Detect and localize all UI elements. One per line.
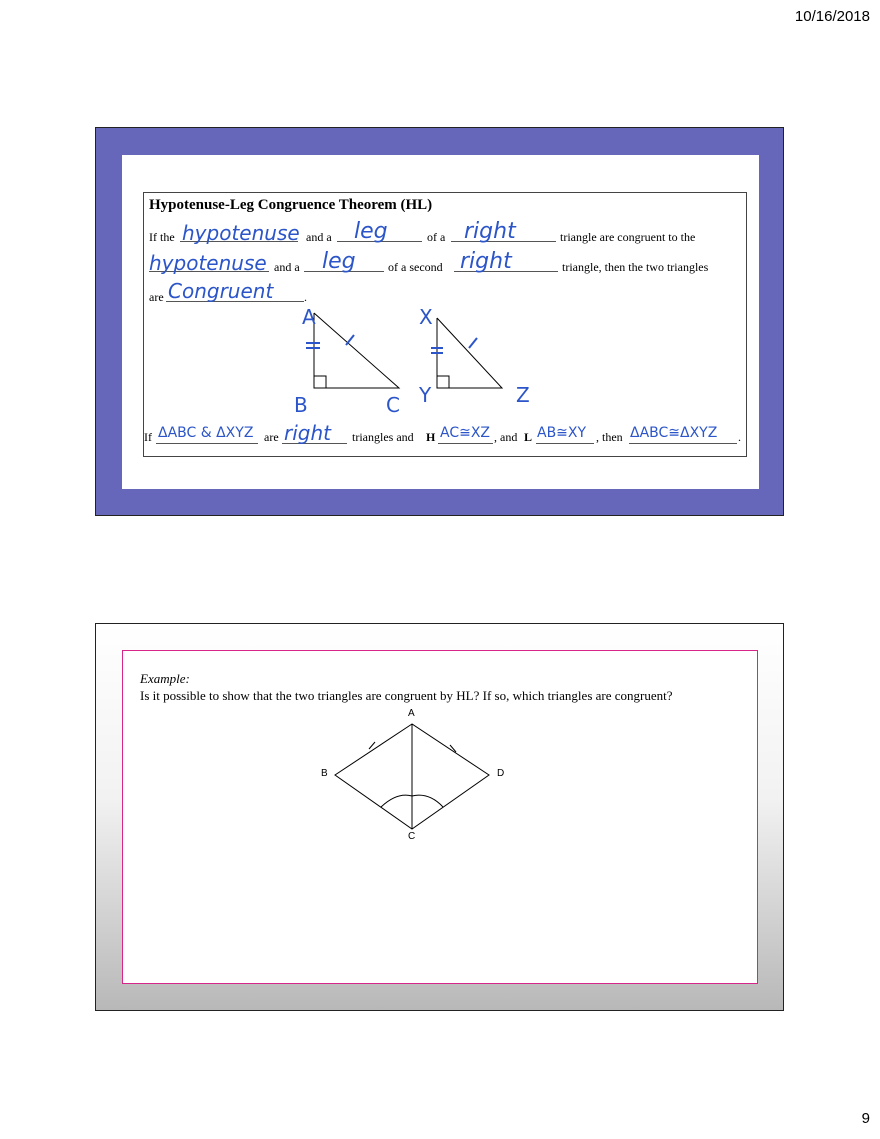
row1-if: If the xyxy=(149,230,175,244)
row1-tail: triangle are congruent to the xyxy=(560,230,696,244)
slide-example xyxy=(95,623,784,1011)
row4-blank-leg: AB≅XY xyxy=(537,425,587,441)
row1-blank-leg: leg xyxy=(354,219,388,244)
row2-tail: triangle, then the two triangles xyxy=(562,260,709,274)
page-number: 9 xyxy=(861,1110,870,1127)
row1-blank-right: right xyxy=(464,219,516,244)
label-x: X xyxy=(419,305,433,329)
angle-arc-left xyxy=(381,795,412,807)
slide-content xyxy=(122,155,759,489)
triangle-diagrams xyxy=(284,303,584,423)
label-y: Y xyxy=(419,383,432,407)
label-c: C xyxy=(386,393,400,417)
vertex-b: B xyxy=(321,768,328,779)
example-label: Example: xyxy=(140,671,190,686)
vertex-d: D xyxy=(497,768,505,779)
triangle-abc xyxy=(314,313,399,388)
label-a: A xyxy=(302,305,316,329)
angle-arc-right xyxy=(412,795,443,807)
row4-blank-hyp: AC≅XZ xyxy=(440,425,491,441)
vertex-c: C xyxy=(408,831,416,842)
row2-blank-hypotenuse: hypotenuse xyxy=(149,251,267,275)
slide-hl-theorem xyxy=(95,127,784,516)
right-angle-b xyxy=(314,376,326,388)
right-angle-y xyxy=(437,376,449,388)
row3-are: are xyxy=(149,290,164,304)
row4-period: . xyxy=(738,430,741,444)
row2-of-a-second: of a second xyxy=(388,260,443,274)
row1-blank-hypotenuse: hypotenuse xyxy=(182,221,300,245)
row4-if: If xyxy=(144,430,152,444)
row4-are: are xyxy=(264,430,279,444)
row3-blank-congruent: Congruent xyxy=(168,279,274,303)
row3-period: . xyxy=(304,290,307,304)
label-b: B xyxy=(294,393,308,417)
row1-and-a: and a xyxy=(306,230,332,244)
example-frame xyxy=(122,650,758,984)
vertex-a: A xyxy=(408,708,415,719)
row4-h: H xyxy=(426,430,436,444)
row2-blank-leg: leg xyxy=(322,249,356,274)
row4-blank-triangles: ΔABC & ΔXYZ xyxy=(158,425,254,441)
header-date: 10/16/2018 xyxy=(794,8,870,25)
theorem-box xyxy=(143,192,747,457)
row4-and: , and xyxy=(494,430,518,444)
row4-blank-right: right xyxy=(284,421,331,445)
label-z: Z xyxy=(516,383,530,407)
theorem-title: Hypotenuse-Leg Congruence Theorem (HL) xyxy=(149,197,433,213)
triangle-xyz xyxy=(437,318,502,388)
row4-l: L xyxy=(524,430,533,444)
row4-blank-conclusion: ΔABC≅ΔXYZ xyxy=(630,425,718,441)
row4-then: , then xyxy=(596,430,623,444)
row2-and-a: and a xyxy=(274,260,300,274)
row2-blank-right: right xyxy=(460,249,512,274)
example-question: Is it possible to show that the two triangles are congruent by HL? If so, which triangles are congruent? xyxy=(140,688,673,703)
row4-mid: triangles and xyxy=(352,430,414,444)
row1-of-a: of a xyxy=(427,230,446,244)
